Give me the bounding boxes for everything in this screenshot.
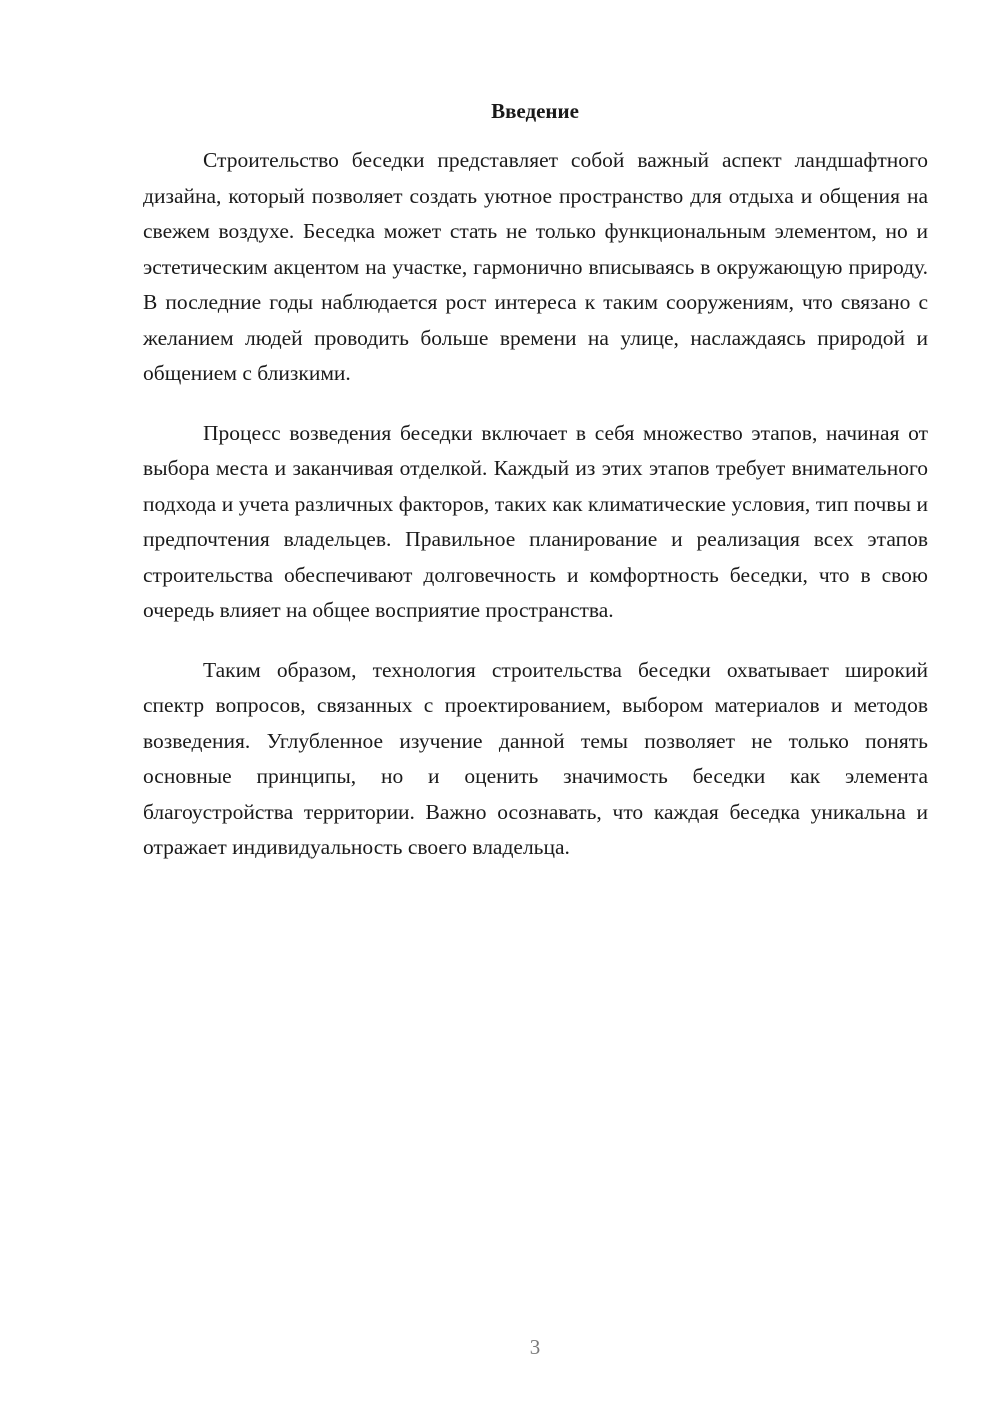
paragraph-3: Таким образом, технология строительства беседки охватывает широкий спектр вопросов, связанных с проектированием, выбором материалов и методов возведения. Углубленное изучение данной темы позволяет не только понять основные принципы, но и оценить значимость беседки как элемента благоустройства территории. Важно осознавать, что каждая беседка уникальна и отражает индивидуальность своего владельца.: [143, 657, 928, 859]
paragraph-2: Процесс возведения беседки включает в себя множество этапов, начиная от выбора места и заканчивая отделкой. Каждый из этих этапов требует внимательного подхода и учета различных факторов, таких как климатические условия, тип почвы и предпочтения владельцев. Правильное планирование и реализация всех этапов строительства обеспечивают долговечность и комфортность беседки, что в свою очередь влияет на общее восприятие пространства.: [143, 420, 928, 622]
section-heading: Введение: [491, 99, 579, 123]
body-text: [143, 143, 928, 890]
paragraph-1: Строительство беседки представляет собой важный аспект ландшафтного дизайна, который позволяет создать уютное пространство для отдыха и общения на свежем воздухе. Беседка может стать не только функциональным элементом, но и эстетическим акцентом на участке, гармонично вписываясь в окружающую природу. В последние годы наблюдается рост интереса к таким сооружениям, что связано с желанием людей проводить больше времени на улице, наслаждаясь природой и общением с близкими.: [143, 148, 928, 385]
page-number: 3: [529, 1335, 541, 1359]
